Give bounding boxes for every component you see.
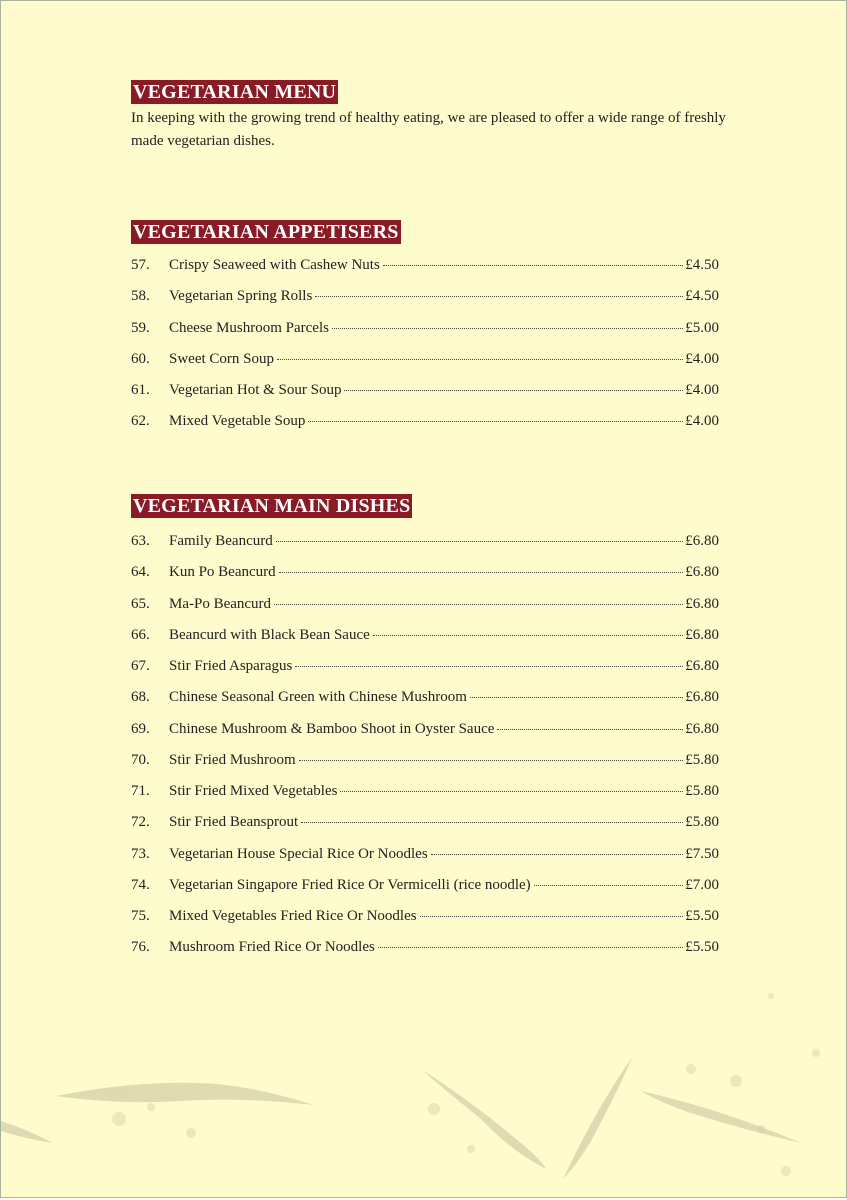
item-price: £5.50 [685,908,719,924]
item-price: £6.80 [685,689,719,706]
item-price: £5.50 [685,939,719,956]
item-name: Vegetarian Singapore Fried Rice Or Vermicelli (rice noodle) [169,876,531,893]
leaf-centre [421,1069,546,1169]
item-name: Vegetarian Spring Rolls [169,288,313,305]
item-name: Mixed Vegetable Soup [169,413,306,430]
item-number: 61. [131,382,150,398]
item-number: 72. [131,814,150,831]
item-price: £7.50 [685,845,719,862]
item-name: Family Beancurd [169,533,273,549]
item-name: Vegetarian Hot & Sour Soup [169,382,342,398]
item-price: £4.50 [685,257,719,273]
item-name: Kun Po Beancurd [169,564,276,581]
appetisers-heading: VEGETARIAN APPETISERS [133,221,399,243]
item-price: £6.80 [685,564,719,581]
item-number: 57. [131,257,150,273]
item-name: Sweet Corn Soup [169,350,274,367]
item-number: 69. [131,720,150,737]
item-price: £6.80 [685,658,719,674]
item-name: Mixed Vegetables Fried Rice Or Noodles [169,908,417,924]
menu-intro-text: In keeping with the growing trend of healthy eating, we are pleased to offer a wide range of freshly made vegetarian dishes. [131,110,726,149]
item-name: Chinese Seasonal Green with Chinese Mushroom [169,689,467,706]
item-number: 74. [131,876,150,893]
item-price: £4.00 [685,413,719,430]
item-name: Beancurd with Black Bean Sauce [169,626,370,643]
item-number: 58. [131,288,150,305]
item-price: £5.80 [685,814,719,831]
leaf-far-left [1,1121,53,1143]
item-number: 65. [131,595,150,612]
item-number: 73. [131,845,150,862]
item-name: Stir Fried Beansprout [169,814,299,831]
item-price: £6.80 [685,533,719,549]
item-name: Crispy Seaweed with Cashew Nuts [169,257,380,273]
vegetarian-menu-heading: VEGETARIAN MENU [133,81,337,103]
item-name: Stir Fried Mushroom [169,751,296,768]
item-name: Chinese Mushroom & Bamboo Shoot in Oyster Sauce [169,720,495,737]
item-number: 68. [131,689,150,706]
item-number: 60. [131,350,150,367]
main-dishes-heading: VEGETARIAN MAIN DISHES [133,495,411,517]
leaf-left [56,1083,314,1105]
leaf-decoration [1,1,846,1197]
item-number: 59. [131,319,150,336]
item-price: £4.00 [685,382,719,398]
item-number: 76. [131,939,150,956]
leaf-far-right [641,1091,801,1143]
item-price: £4.00 [685,350,719,367]
item-price: £6.80 [685,626,719,643]
item-name: Cheese Mushroom Parcels [169,319,329,336]
item-number: 66. [131,626,150,643]
item-number: 71. [131,783,150,799]
item-price: £6.80 [685,720,719,737]
item-number: 63. [131,533,150,549]
leaf-right-stem [563,1056,633,1179]
item-price: £5.00 [685,319,719,336]
item-price: £5.80 [685,751,719,768]
item-number: 64. [131,564,150,581]
item-number: 70. [131,751,150,768]
item-number: 62. [131,413,150,430]
item-name: Mushroom Fried Rice Or Noodles [169,939,375,956]
item-name: Ma-Po Beancurd [169,595,272,612]
item-name: Vegetarian House Special Rice Or Noodles [169,845,428,862]
item-price: £4.50 [685,288,719,305]
item-name: Stir Fried Mixed Vegetables [169,783,338,799]
item-number: 75. [131,908,150,924]
item-price: £6.80 [685,595,719,612]
item-name: Stir Fried Asparagus [169,658,293,674]
item-price: £7.00 [685,876,719,893]
item-price: £5.80 [685,783,719,799]
item-number: 67. [131,658,150,674]
